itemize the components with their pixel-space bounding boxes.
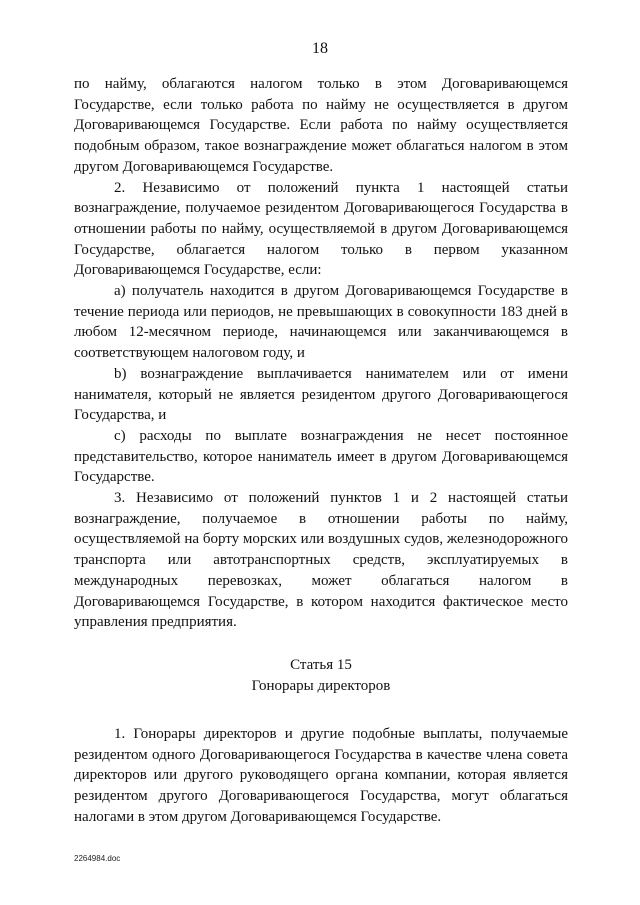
article-heading [74,655,568,697]
paragraph: b) вознаграждение выплачивается нанимателем или от имени нанимателя, который не является резидентом другого Договаривающегося Государства, и [74,365,568,424]
document-body [74,74,568,828]
paragraph: 2. Независимо от положений пункта 1 настоящей статьи вознаграждение, получаемое резидентом Договаривающегося Государства в отношении работы по найму, осуществляемой в другом Договаривающемся Государстве, облагается налогом только в первом указанном Договаривающемся Государстве, если: [74,179,568,279]
paragraph: по найму, облагаются налогом только в этом Договаривающемся Государстве, если только работа по найму не осуществляется в другом Договаривающемся Государстве. Если работа по найму осуществляется подобным образом, такое вознаграждение может облагаться налогом в этом другом Договаривающемся Государстве. [74,76,568,175]
file-name-footer: 2264984.doc [74,854,121,863]
article-number: Статья 15 [290,656,352,673]
page-number: 18 [312,40,328,57]
paragraph: 3. Независимо от положений пунктов 1 и 2 настоящей статьи вознаграждение, получаемое в отношении работы по найму, осуществляемой на борту морских или воздушных судов, железнодорожного транспорта или автотранспортных средств, эксплуатируемых в международных перевозках, может облагаться налогом в Договаривающемся Государстве, в котором находится фактическое место управления предприятия. [74,490,568,631]
paragraph: c) расходы по выплате вознаграждения не несет постоянное представительство, которое наниматель имеет в другом Договаривающемся Государстве. [74,427,568,486]
paragraph: a) получатель находится в другом Договаривающемся Государстве в течение периода или периодов, не превышающих в совокупности 183 дней в любом 12-месячном периоде, начинающемся или заканчивающемся в соответствующем налоговом году, и [74,283,568,362]
paragraph: 1. Гонорары директоров и другие подобные выплаты, получаемые резидентом одного Договаривающегося Государства в качестве члена совета директоров или другого руководящего органа компании, которая является резидентом другого Договаривающегося Государства, могут облагаться налогами в этом другом Договаривающемся Государстве. [74,725,568,825]
article-title: Гонорары директоров [251,677,391,694]
